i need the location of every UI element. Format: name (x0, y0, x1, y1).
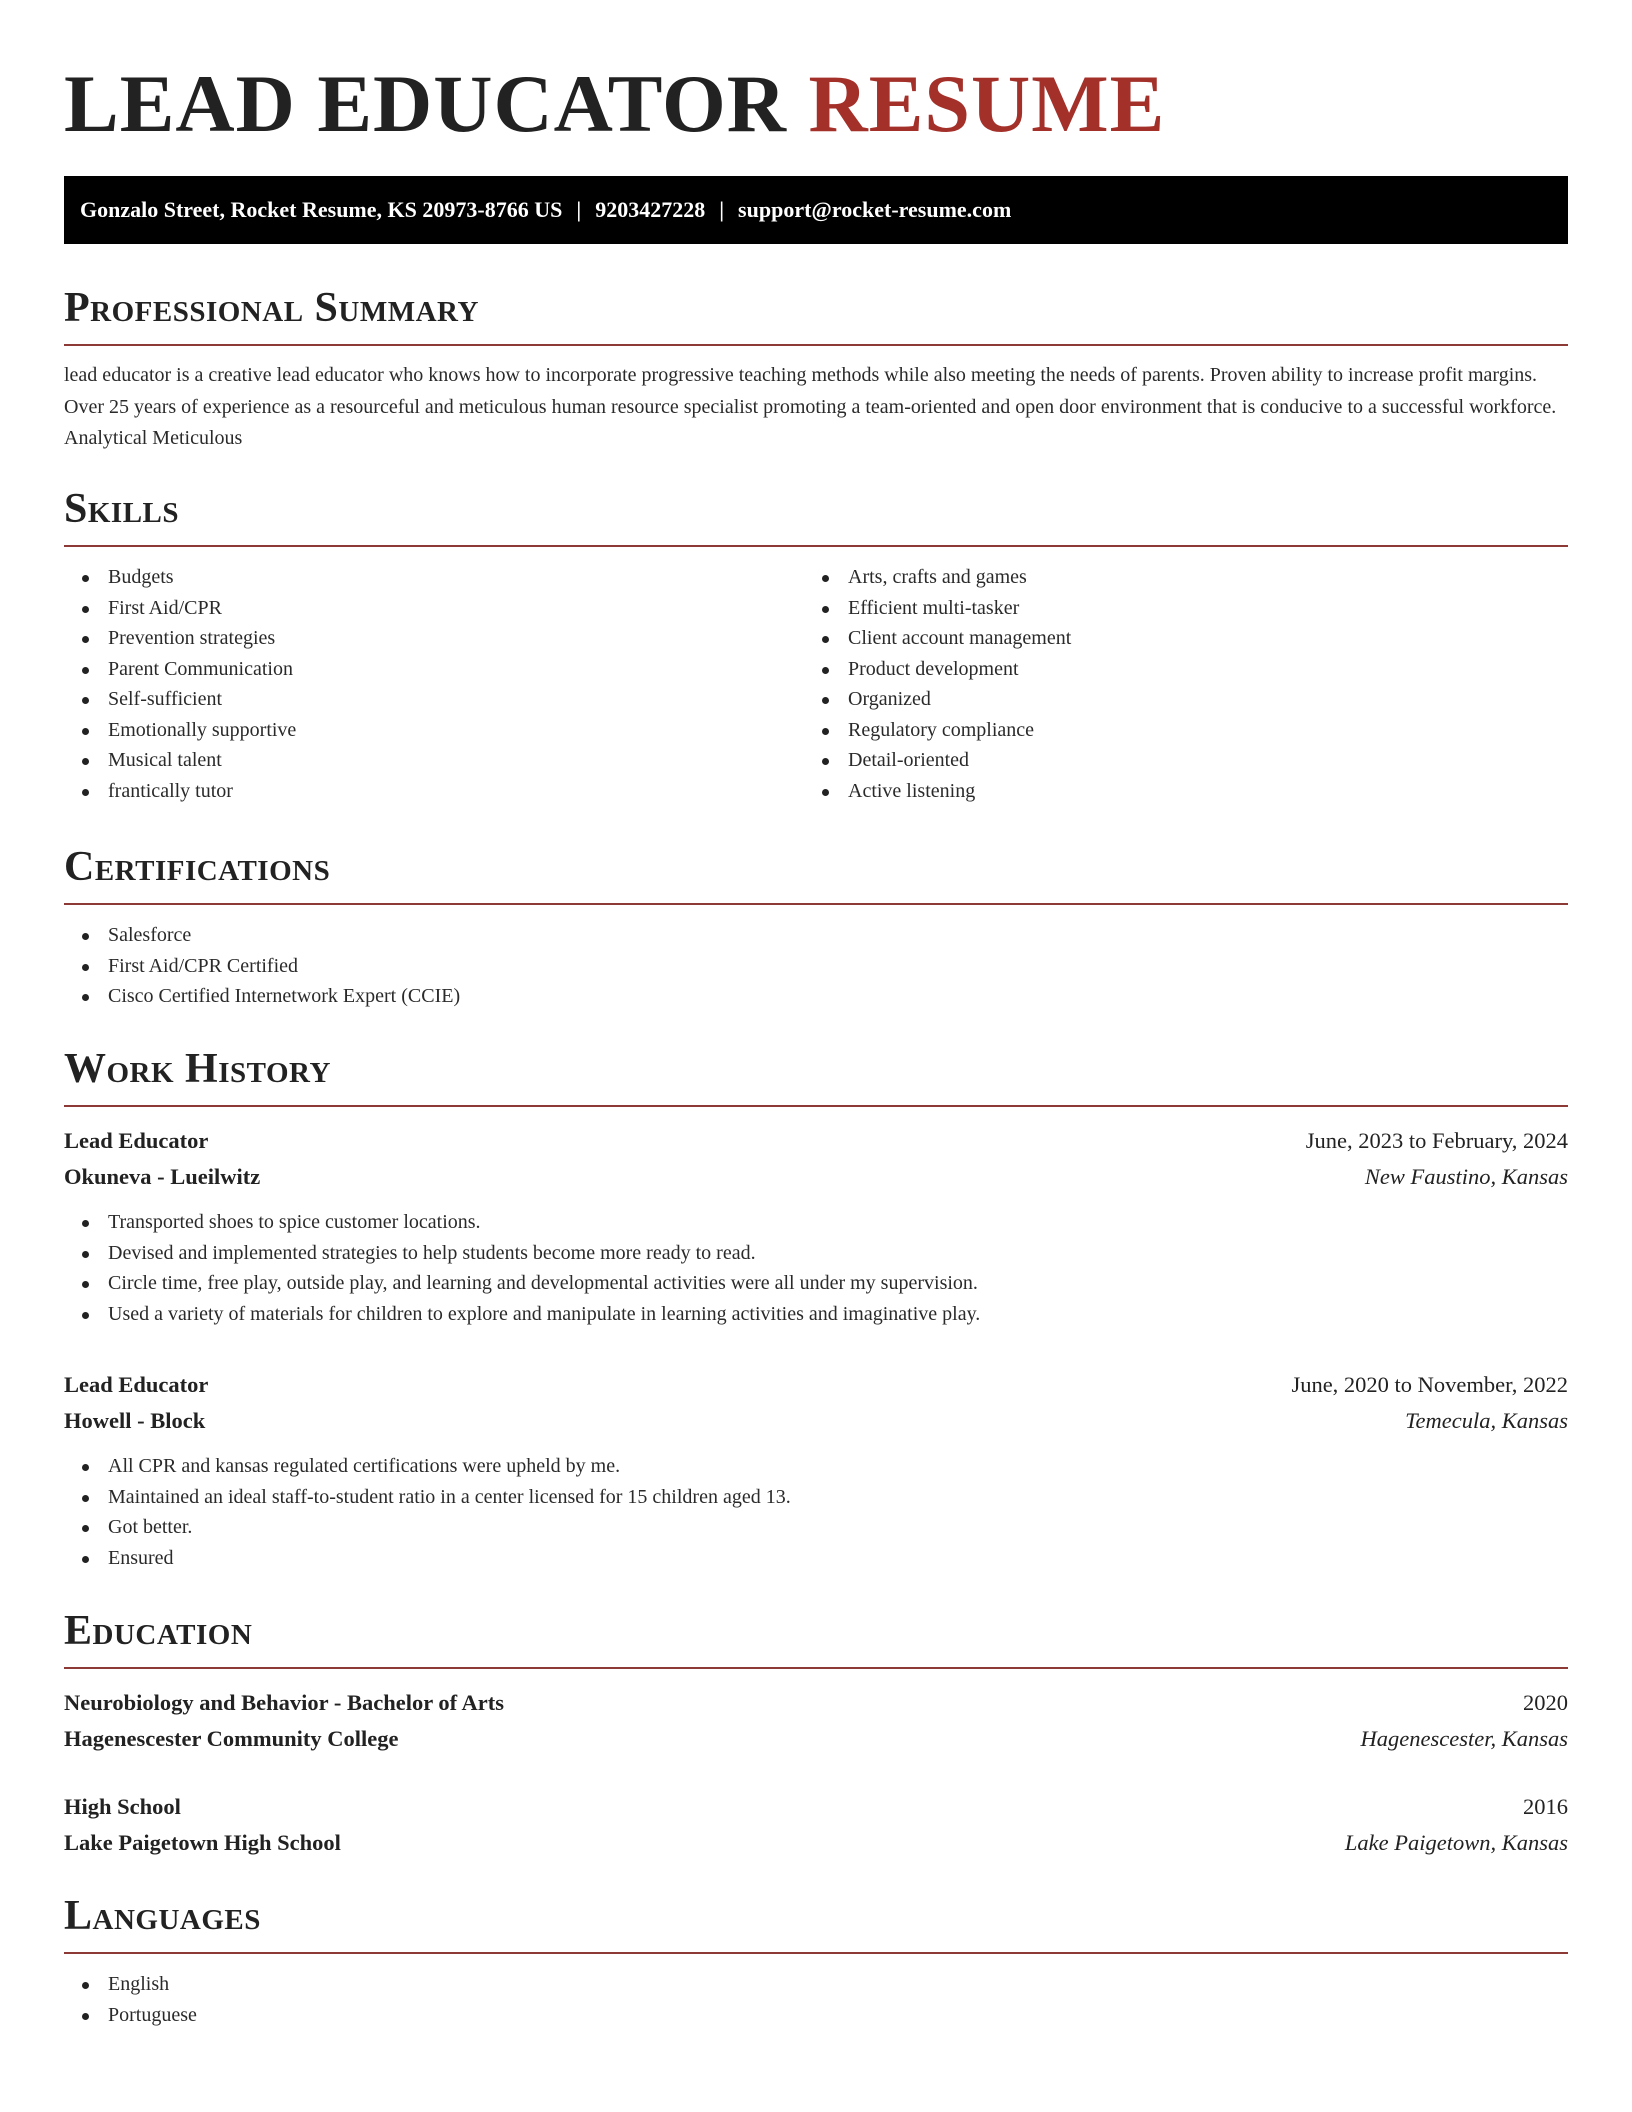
skill-item: Emotionally supportive (64, 715, 804, 746)
summary-section (64, 284, 1568, 455)
skills-list-right (804, 562, 1544, 806)
job-entry (64, 1367, 1568, 1573)
education-year: 2016 (1523, 1794, 1568, 1819)
contact-phone[interactable]: 9203427228 (595, 197, 706, 222)
job-title: Lead Educator (64, 1372, 209, 1397)
section-divider (64, 903, 1568, 905)
job-company-row (64, 1403, 1568, 1439)
job-company: Okuneva - Lueilwitz (64, 1164, 261, 1189)
skill-item: Arts, crafts and games (804, 562, 1544, 593)
job-header-row (64, 1367, 1568, 1403)
job-dates: June, 2023 to February, 2024 (1305, 1128, 1568, 1153)
languages-list (64, 1969, 1568, 2030)
title-accent: RESUME (808, 58, 1166, 149)
skill-item: Active listening (804, 776, 1544, 807)
certifications-list (64, 920, 1568, 1012)
resume-title (64, 0, 1568, 150)
summary-text: lead educator is a creative lead educator who knows how to incorporate progressive teaching methods while also meeting the needs of parents. Proven ability to increase profit margins. Over 25 years of experience as a resourceful and meticulous human resource specialist promoting a team-oriented and open door environment that is conducive to a successful workforce. Analytical Meticulous (64, 364, 1557, 449)
skill-item: Client account management (804, 623, 1544, 654)
certifications-heading: Certifications (64, 844, 331, 890)
certification-item: Salesforce (64, 920, 1568, 951)
section-divider (64, 1952, 1568, 1954)
job-location: Temecula, Kansas (1405, 1408, 1568, 1433)
education-degree-row (64, 1685, 1568, 1721)
skill-item: First Aid/CPR (64, 593, 804, 624)
skill-item: frantically tutor (64, 776, 804, 807)
education-school: Lake Paigetown High School (64, 1830, 341, 1855)
language-item: English (64, 1969, 1568, 2000)
section-divider (64, 1667, 1568, 1669)
education-entry (64, 1685, 1568, 1757)
job-location: New Faustino, Kansas (1364, 1164, 1568, 1189)
certification-item: First Aid/CPR Certified (64, 951, 1568, 982)
contact-email[interactable]: support@rocket-resume.com (738, 197, 1012, 222)
skill-item: Prevention strategies (64, 623, 804, 654)
work-history-section (64, 1045, 1568, 1573)
job-bullet: All CPR and kansas regulated certifications were upheld by me. (64, 1451, 1568, 1482)
education-degree: Neurobiology and Behavior - Bachelor of Arts (64, 1690, 505, 1715)
contact-address: Gonzalo Street, Rocket Resume, KS 20973-8766 US (80, 197, 563, 222)
job-bullet: Devised and implemented strategies to help students become more ready to read. (64, 1238, 1568, 1269)
work-history-heading: Work History (64, 1046, 331, 1092)
education-section (64, 1607, 1568, 1861)
skill-item: Self-sufficient (64, 684, 804, 715)
contact-separator: | (576, 197, 582, 222)
education-degree: High School (64, 1794, 181, 1819)
contact-separator: | (719, 197, 725, 222)
skills-section (64, 485, 1568, 806)
section-divider (64, 344, 1568, 346)
skill-item: Budgets (64, 562, 804, 593)
job-entry (64, 1123, 1568, 1329)
job-bullets (64, 1451, 1568, 1573)
resume-page (64, 0, 1568, 2026)
section-divider (64, 545, 1568, 547)
job-company: Howell - Block (64, 1408, 206, 1433)
skill-item: Parent Communication (64, 654, 804, 685)
job-company-row (64, 1159, 1568, 1195)
education-school-row (64, 1825, 1568, 1861)
job-dates: June, 2020 to November, 2022 (1291, 1372, 1568, 1397)
summary-heading: Professional Summary (64, 285, 479, 331)
skill-item: Product development (804, 654, 1544, 685)
skill-item: Detail-oriented (804, 745, 1544, 776)
skill-item: Organized (804, 684, 1544, 715)
languages-section (64, 1892, 1568, 2030)
job-bullet: Circle time, free play, outside play, and learning and developmental activities were all under my supervision. (64, 1268, 1568, 1299)
skills-columns (64, 562, 1568, 806)
job-bullet: Used a variety of materials for children to explore and manipulate in learning activities and imaginative play. (64, 1299, 1568, 1330)
education-school: Hagenescester Community College (64, 1726, 399, 1751)
skills-list-left (64, 562, 804, 806)
skills-heading: Skills (64, 486, 180, 532)
skill-item: Efficient multi-tasker (804, 593, 1544, 624)
certification-item: Cisco Certified Internetwork Expert (CCIE) (64, 981, 1568, 1012)
skill-item: Musical talent (64, 745, 804, 776)
job-bullets (64, 1207, 1568, 1329)
education-entry (64, 1789, 1568, 1861)
language-item: Portuguese (64, 2000, 1568, 2031)
job-header-row (64, 1123, 1568, 1159)
contact-bar (64, 176, 1568, 244)
job-bullet: Got better. (64, 1512, 1568, 1543)
job-title: Lead Educator (64, 1128, 209, 1153)
job-bullet: Maintained an ideal staff-to-student ratio in a center licensed for 15 children aged 13. (64, 1482, 1568, 1513)
job-bullet: Transported shoes to spice customer locations. (64, 1207, 1568, 1238)
education-school-row (64, 1721, 1568, 1757)
title-main: LEAD EDUCATOR (64, 58, 788, 149)
skill-item: Regulatory compliance (804, 715, 1544, 746)
education-heading: Education (64, 1608, 253, 1654)
certifications-section (64, 843, 1568, 1012)
job-bullet: Ensured (64, 1543, 1568, 1574)
section-divider (64, 1105, 1568, 1107)
education-degree-row (64, 1789, 1568, 1825)
education-year: 2020 (1523, 1690, 1568, 1715)
education-location: Hagenescester, Kansas (1360, 1726, 1568, 1751)
languages-heading: Languages (64, 1893, 261, 1939)
education-location: Lake Paigetown, Kansas (1344, 1830, 1568, 1855)
